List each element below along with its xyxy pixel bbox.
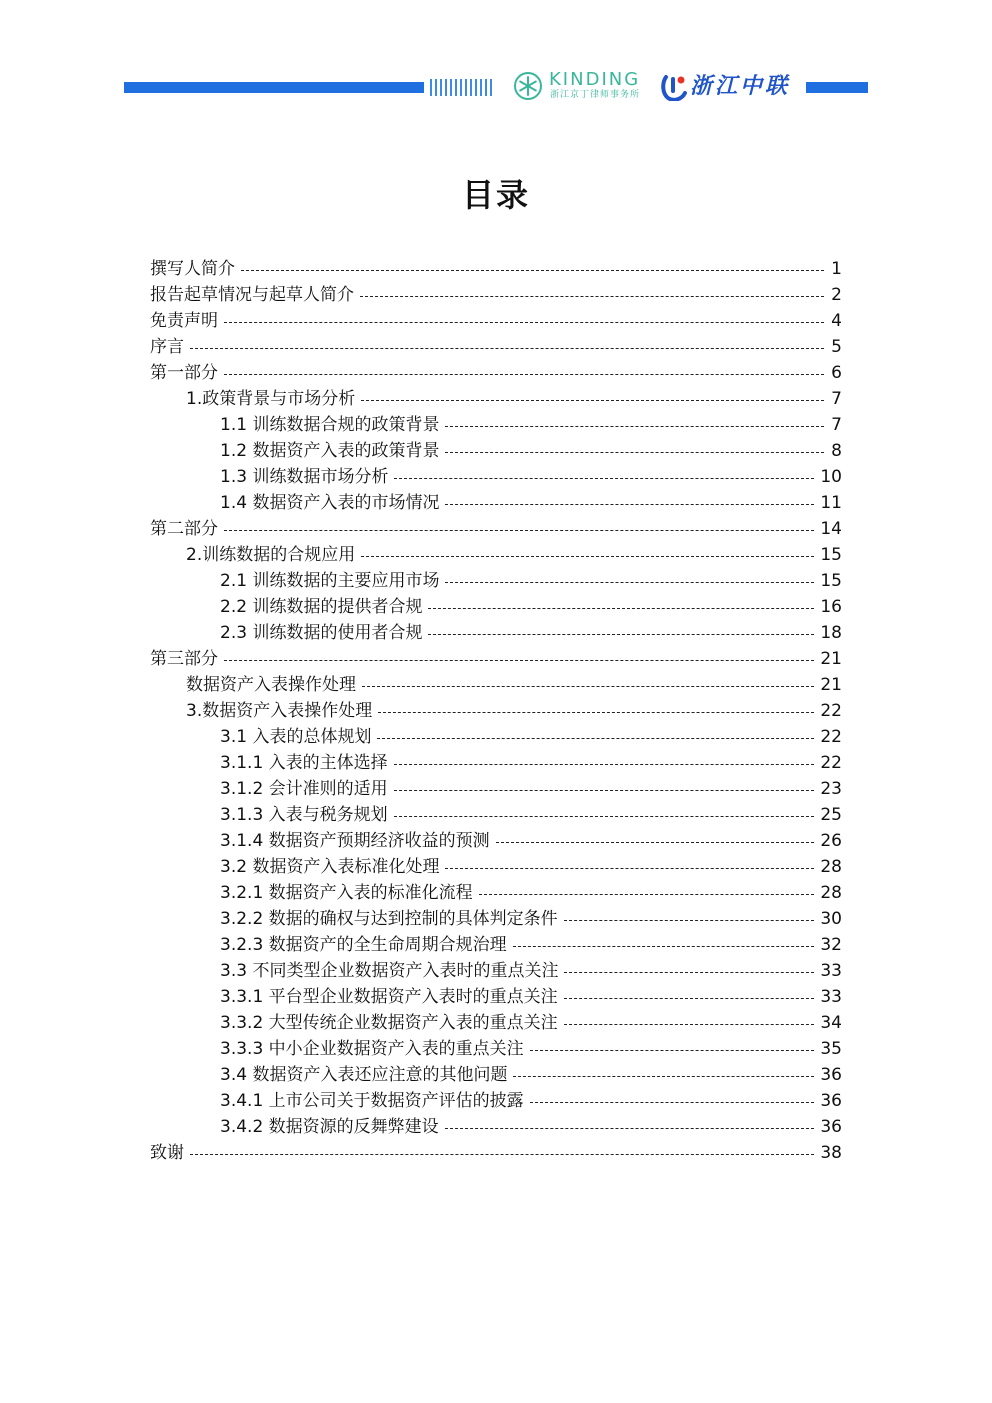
toc-entry[interactable] — [150, 1062, 842, 1088]
toc-entry[interactable] — [150, 1088, 842, 1114]
toc-entry-label: 3.4 数据资产入表还应注意的其他问题 — [220, 1065, 508, 1085]
toc-entry-label: 3.4.2 数据资源的反舞弊建设 — [220, 1117, 439, 1137]
toc-entry-page-number: 23 — [820, 779, 842, 799]
page-title: 目录 — [461, 176, 530, 214]
toc-entry-label: 3.1.2 会计准则的适用 — [220, 779, 388, 799]
toc-dash-leader — [361, 400, 824, 401]
toc-entry-label: 撰写人简介 — [150, 259, 235, 279]
zhonglian-emblem-icon — [660, 73, 688, 101]
toc-entry[interactable] — [150, 594, 842, 620]
toc-entry-label: 免责声明 — [150, 311, 218, 331]
toc-entry[interactable] — [150, 646, 842, 672]
toc-entry[interactable] — [150, 256, 842, 282]
toc-entry-page-number: 32 — [820, 935, 842, 955]
toc-entry-page-number: 15 — [820, 545, 842, 565]
toc-dash-leader — [360, 296, 824, 297]
toc-dash-leader — [445, 504, 814, 505]
toc-entry-label: 序言 — [150, 337, 184, 357]
toc-dash-leader — [224, 322, 824, 323]
toc-dash-leader — [564, 998, 815, 999]
toc-entry[interactable] — [150, 568, 842, 594]
toc-dash-leader — [378, 712, 814, 713]
toc-dash-leader — [394, 478, 814, 479]
toc-dash-leader — [241, 270, 824, 271]
toc-dash-leader — [445, 452, 824, 453]
toc-entry-label: 3.3.3 中小企业数据资产入表的重点关注 — [220, 1039, 524, 1059]
toc-dash-leader — [190, 348, 824, 349]
toc-entry[interactable] — [150, 828, 842, 854]
toc-entry-page-number: 34 — [820, 1013, 842, 1033]
zhonglian-logo — [660, 72, 802, 102]
toc-entry-label: 第一部分 — [150, 363, 218, 383]
toc-dash-leader — [513, 1076, 814, 1077]
toc-dash-leader — [513, 946, 815, 947]
toc-entry[interactable] — [150, 1010, 842, 1036]
header-bar-right — [806, 82, 868, 93]
toc-dash-leader — [564, 1024, 815, 1025]
toc-entry[interactable] — [150, 516, 842, 542]
kinding-wordmark: KINDING — [549, 69, 641, 90]
toc-entry[interactable] — [150, 776, 842, 802]
toc-entry[interactable] — [150, 334, 842, 360]
toc-entry-label: 1.政策背景与市场分析 — [186, 389, 356, 409]
toc-entry-label: 3.数据资产入表操作处理 — [186, 701, 373, 721]
toc-dash-leader — [377, 738, 814, 739]
toc-entry-label: 报告起草情况与起草人简介 — [150, 285, 354, 305]
toc-entry-label: 3.2.3 数据资产的全生命周期合规治理 — [220, 935, 507, 955]
toc-entry[interactable] — [150, 906, 842, 932]
toc-entry-page-number: 30 — [820, 909, 842, 929]
toc-entry-page-number: 22 — [820, 701, 842, 721]
toc-entry[interactable] — [150, 750, 842, 776]
toc-entry[interactable] — [150, 698, 842, 724]
toc-dash-leader — [190, 1154, 814, 1155]
toc-entry[interactable] — [150, 958, 842, 984]
kinding-snowflake-icon — [513, 71, 543, 101]
toc-entry-label: 3.3.1 平台型企业数据资产入表时的重点关注 — [220, 987, 558, 1007]
toc-entry-page-number: 5 — [831, 337, 842, 357]
toc-dash-leader — [428, 634, 814, 635]
toc-entry-page-number: 7 — [831, 389, 842, 409]
toc-entry[interactable] — [150, 360, 842, 386]
toc-dash-leader — [428, 608, 814, 609]
toc-dash-leader — [564, 972, 814, 973]
toc-entry-label: 3.3.2 大型传统企业数据资产入表的重点关注 — [220, 1013, 558, 1033]
toc-entry[interactable] — [150, 880, 842, 906]
toc-entry-label: 3.1.4 数据资产预期经济收益的预测 — [220, 831, 490, 851]
toc-entry-page-number: 26 — [820, 831, 842, 851]
toc-entry[interactable] — [150, 464, 842, 490]
toc-entry[interactable] — [150, 386, 842, 412]
toc-dash-leader — [530, 1050, 815, 1051]
toc-entry[interactable] — [150, 724, 842, 750]
toc-entry-label: 1.4 数据资产入表的市场情况 — [220, 493, 440, 513]
toc-entry-page-number: 4 — [831, 311, 842, 331]
toc-entry-page-number: 22 — [820, 727, 842, 747]
toc-entry-page-number: 18 — [820, 623, 842, 643]
toc-dash-leader — [224, 530, 814, 531]
toc-entry-page-number: 36 — [820, 1065, 842, 1085]
toc-entry[interactable] — [150, 620, 842, 646]
toc-entry[interactable] — [150, 1140, 842, 1166]
toc-entry-label: 1.1 训练数据合规的政策背景 — [220, 415, 440, 435]
toc-entry-label: 3.2 数据资产入表标准化处理 — [220, 857, 440, 877]
toc-dash-leader — [564, 920, 815, 921]
toc-entry[interactable] — [150, 1036, 842, 1062]
toc-entry-label: 3.2.1 数据资产入表的标准化流程 — [220, 883, 473, 903]
toc-entry[interactable] — [150, 854, 842, 880]
toc-entry-label: 第二部分 — [150, 519, 218, 539]
toc-entry-page-number: 28 — [820, 857, 842, 877]
toc-entry[interactable] — [150, 282, 842, 308]
toc-entry-label: 数据资产入表操作处理 — [186, 675, 356, 695]
toc-entry-page-number: 16 — [820, 597, 842, 617]
toc-dash-leader — [445, 582, 814, 583]
toc-entry-page-number: 6 — [831, 363, 842, 383]
toc-entry[interactable] — [150, 412, 842, 438]
toc-entry-label: 3.2.2 数据的确权与达到控制的具体判定条件 — [220, 909, 558, 929]
toc-entry-page-number: 36 — [820, 1091, 842, 1111]
toc-entry-page-number: 25 — [820, 805, 842, 825]
toc-dash-leader — [361, 556, 814, 557]
toc-entry-page-number: 11 — [820, 493, 842, 513]
toc-dash-leader — [496, 842, 815, 843]
toc-dash-leader — [394, 816, 815, 817]
toc-entry[interactable] — [150, 984, 842, 1010]
toc-entry-page-number: 21 — [820, 649, 842, 669]
zhonglian-wordmark: 浙江中联 — [690, 74, 791, 99]
toc-dash-leader — [445, 1128, 815, 1129]
toc-entry[interactable] — [150, 1114, 842, 1140]
toc-entry-label: 2.2 训练数据的提供者合规 — [220, 597, 423, 617]
table-of-contents — [150, 256, 842, 1166]
toc-entry-label: 致谢 — [150, 1143, 184, 1163]
toc-dash-leader — [479, 894, 815, 895]
toc-entry-label: 1.2 数据资产入表的政策背景 — [220, 441, 440, 461]
toc-dash-leader — [445, 426, 824, 427]
toc-entry-label: 2.1 训练数据的主要应用市场 — [220, 571, 440, 591]
toc-entry[interactable] — [150, 438, 842, 464]
toc-entry-page-number: 28 — [820, 883, 842, 903]
header-bar-left — [124, 82, 424, 93]
toc-entry-page-number: 15 — [820, 571, 842, 591]
kinding-subtitle: 浙江京丁律师事务所 — [550, 90, 641, 100]
toc-entry-page-number: 36 — [820, 1117, 842, 1137]
toc-entry-page-number: 38 — [820, 1143, 842, 1163]
toc-entry-label: 3.1.1 入表的主体选择 — [220, 753, 388, 773]
toc-entry[interactable] — [150, 672, 842, 698]
toc-entry-page-number: 21 — [820, 675, 842, 695]
toc-dash-leader — [394, 790, 815, 791]
toc-entry[interactable] — [150, 932, 842, 958]
toc-entry-label: 2.训练数据的合规应用 — [186, 545, 356, 565]
toc-entry-page-number: 33 — [820, 961, 842, 981]
toc-entry-label: 3.1 入表的总体规划 — [220, 727, 372, 747]
toc-dash-leader — [530, 1102, 815, 1103]
toc-entry[interactable] — [150, 308, 842, 334]
toc-entry-page-number: 14 — [820, 519, 842, 539]
toc-dash-leader — [362, 686, 814, 687]
toc-entry-label: 3.4.1 上市公司关于数据资产评估的披露 — [220, 1091, 524, 1111]
toc-dash-leader — [445, 868, 814, 869]
toc-entry[interactable] — [150, 802, 842, 828]
toc-entry-page-number: 22 — [820, 753, 842, 773]
header-tick-marks — [430, 79, 492, 96]
toc-entry-label: 2.3 训练数据的使用者合规 — [220, 623, 423, 643]
toc-entry-label: 第三部分 — [150, 649, 218, 669]
toc-entry[interactable] — [150, 490, 842, 516]
toc-entry-page-number: 10 — [820, 467, 842, 487]
toc-entry[interactable] — [150, 542, 842, 568]
toc-entry-label: 1.3 训练数据市场分析 — [220, 467, 389, 487]
toc-dash-leader — [394, 764, 815, 765]
toc-entry-page-number: 7 — [831, 415, 842, 435]
toc-dash-leader — [224, 660, 814, 661]
toc-dash-leader — [224, 374, 824, 375]
kinding-logo — [513, 70, 653, 102]
toc-entry-page-number: 35 — [820, 1039, 842, 1059]
toc-entry-page-number: 8 — [831, 441, 842, 461]
toc-entry-page-number: 33 — [820, 987, 842, 1007]
toc-entry-label: 3.1.3 入表与税务规划 — [220, 805, 388, 825]
toc-entry-page-number: 1 — [831, 259, 842, 279]
toc-entry-page-number: 2 — [831, 285, 842, 305]
toc-entry-label: 3.3 不同类型企业数据资产入表时的重点关注 — [220, 961, 559, 981]
